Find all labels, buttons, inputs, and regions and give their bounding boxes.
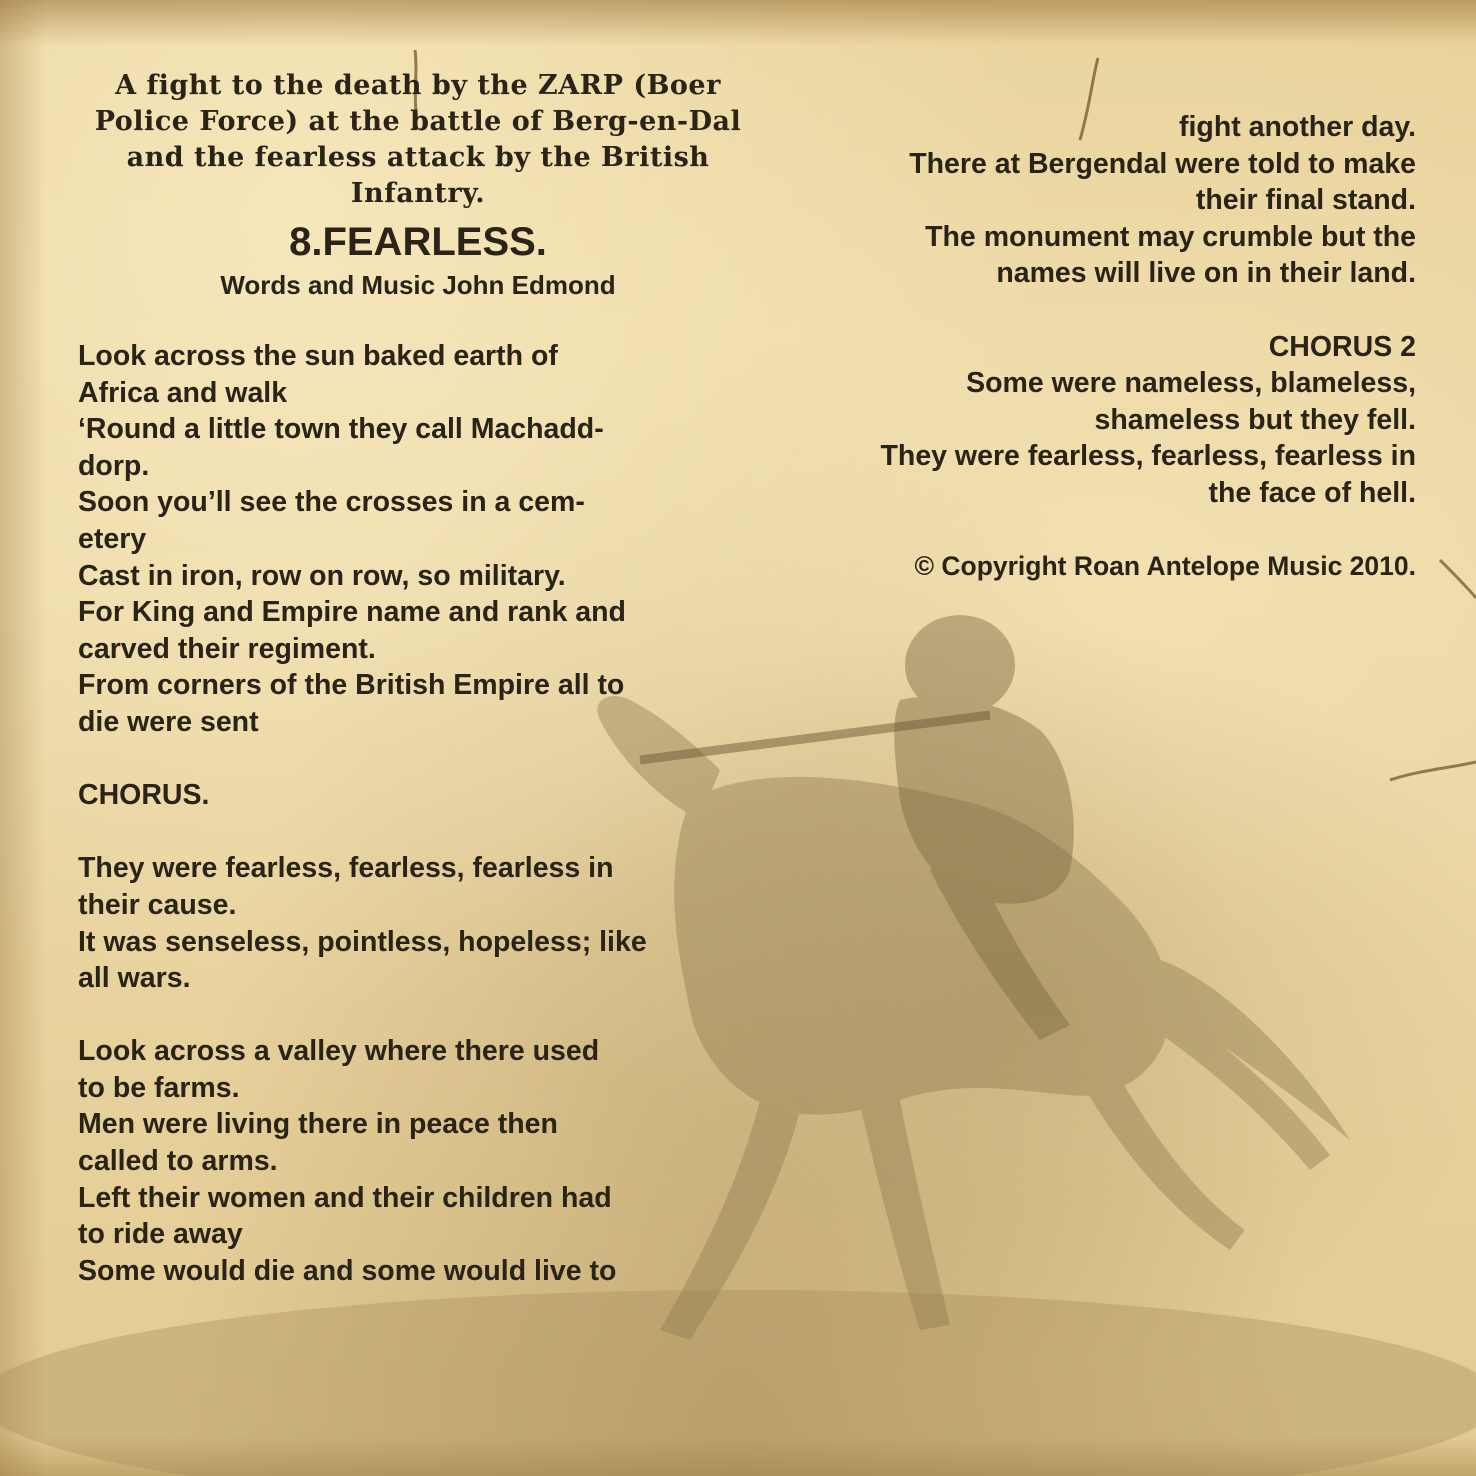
- stanza-gap: [760, 512, 1416, 549]
- chorus: [78, 850, 768, 996]
- lyric-line: the face of hell.: [1208, 476, 1416, 509]
- song-credits: Words and Music John Edmond: [220, 270, 616, 300]
- lyric-line: Cast in iron, row on row, so military.: [78, 559, 566, 592]
- verse-1: [78, 338, 768, 741]
- lyric-line: Some would die and some would live to: [78, 1254, 617, 1287]
- lyric-line: It was senseless, pointless, hopeless; like: [78, 925, 647, 958]
- lyric-line: Africa and walk: [78, 376, 288, 409]
- chorus-heading: CHORUS.: [78, 779, 210, 812]
- lyric-line: For King and Empire name and rank and: [78, 596, 626, 629]
- chorus-2: [760, 365, 1416, 511]
- lyric-line: Left their women and their children had: [78, 1181, 612, 1214]
- lyric-line: Soon you’ll see the crosses in a cem-: [78, 486, 585, 519]
- lyric-line: From corners of the British Empire all to: [78, 669, 625, 702]
- song-intro: A fight to the death by the ZARP (Boer Police Force) at the battle of Berg-en-Dal and the fearless attack by the British Infantry.: [94, 70, 742, 209]
- lyric-line: They were fearless, fearless, fearless in: [880, 440, 1416, 473]
- lyric-line: their final stand.: [1195, 184, 1416, 217]
- lyric-line: shameless but they fell.: [1094, 403, 1416, 436]
- lyric-line: to be farms.: [78, 1071, 240, 1104]
- lyric-line: Men were living there in peace then: [78, 1108, 558, 1141]
- lyric-line: all wars.: [78, 962, 191, 995]
- lyric-line: die were sent: [78, 705, 259, 738]
- lyric-line: Look across the sun baked earth of: [78, 340, 558, 372]
- lyric-line: names will live on in their land.: [996, 257, 1416, 290]
- verse-2-continued: [760, 109, 1416, 292]
- lyric-line: They were fearless, fearless, fearless in: [78, 852, 614, 885]
- lyric-line: Some were nameless, blameless,: [966, 367, 1416, 400]
- lyric-line: etery: [78, 522, 147, 555]
- verse-2: [78, 1033, 768, 1289]
- copyright-notice: © Copyright Roan Antelope Music 2010.: [914, 551, 1416, 582]
- stanza-gap: [78, 741, 768, 778]
- stanza-gap: [78, 997, 768, 1034]
- lyric-line: called to arms.: [78, 1145, 278, 1178]
- song-title: 8.FEARLESS.: [289, 220, 547, 264]
- stanza-gap: [760, 292, 1416, 329]
- lyric-line: their cause.: [78, 888, 237, 921]
- lyric-line: fight another day.: [1179, 111, 1416, 143]
- lyrics-left-column: [78, 338, 768, 1289]
- lyric-line: There at Bergendal were told to make: [909, 147, 1416, 180]
- lyric-line: The monument may crumble but the: [925, 220, 1416, 253]
- stanza-gap: [78, 814, 768, 851]
- lyrics-right-column: [760, 109, 1416, 585]
- chorus-2-heading: CHORUS 2: [1268, 330, 1416, 363]
- lyric-line: dorp.: [78, 449, 150, 482]
- lyric-line: carved their regiment.: [78, 632, 376, 665]
- lyric-line: ‘Round a little town they call Machadd-: [78, 413, 604, 446]
- lyric-line: to ride away: [78, 1218, 243, 1251]
- lyric-line: Look across a valley where there used: [78, 1035, 600, 1068]
